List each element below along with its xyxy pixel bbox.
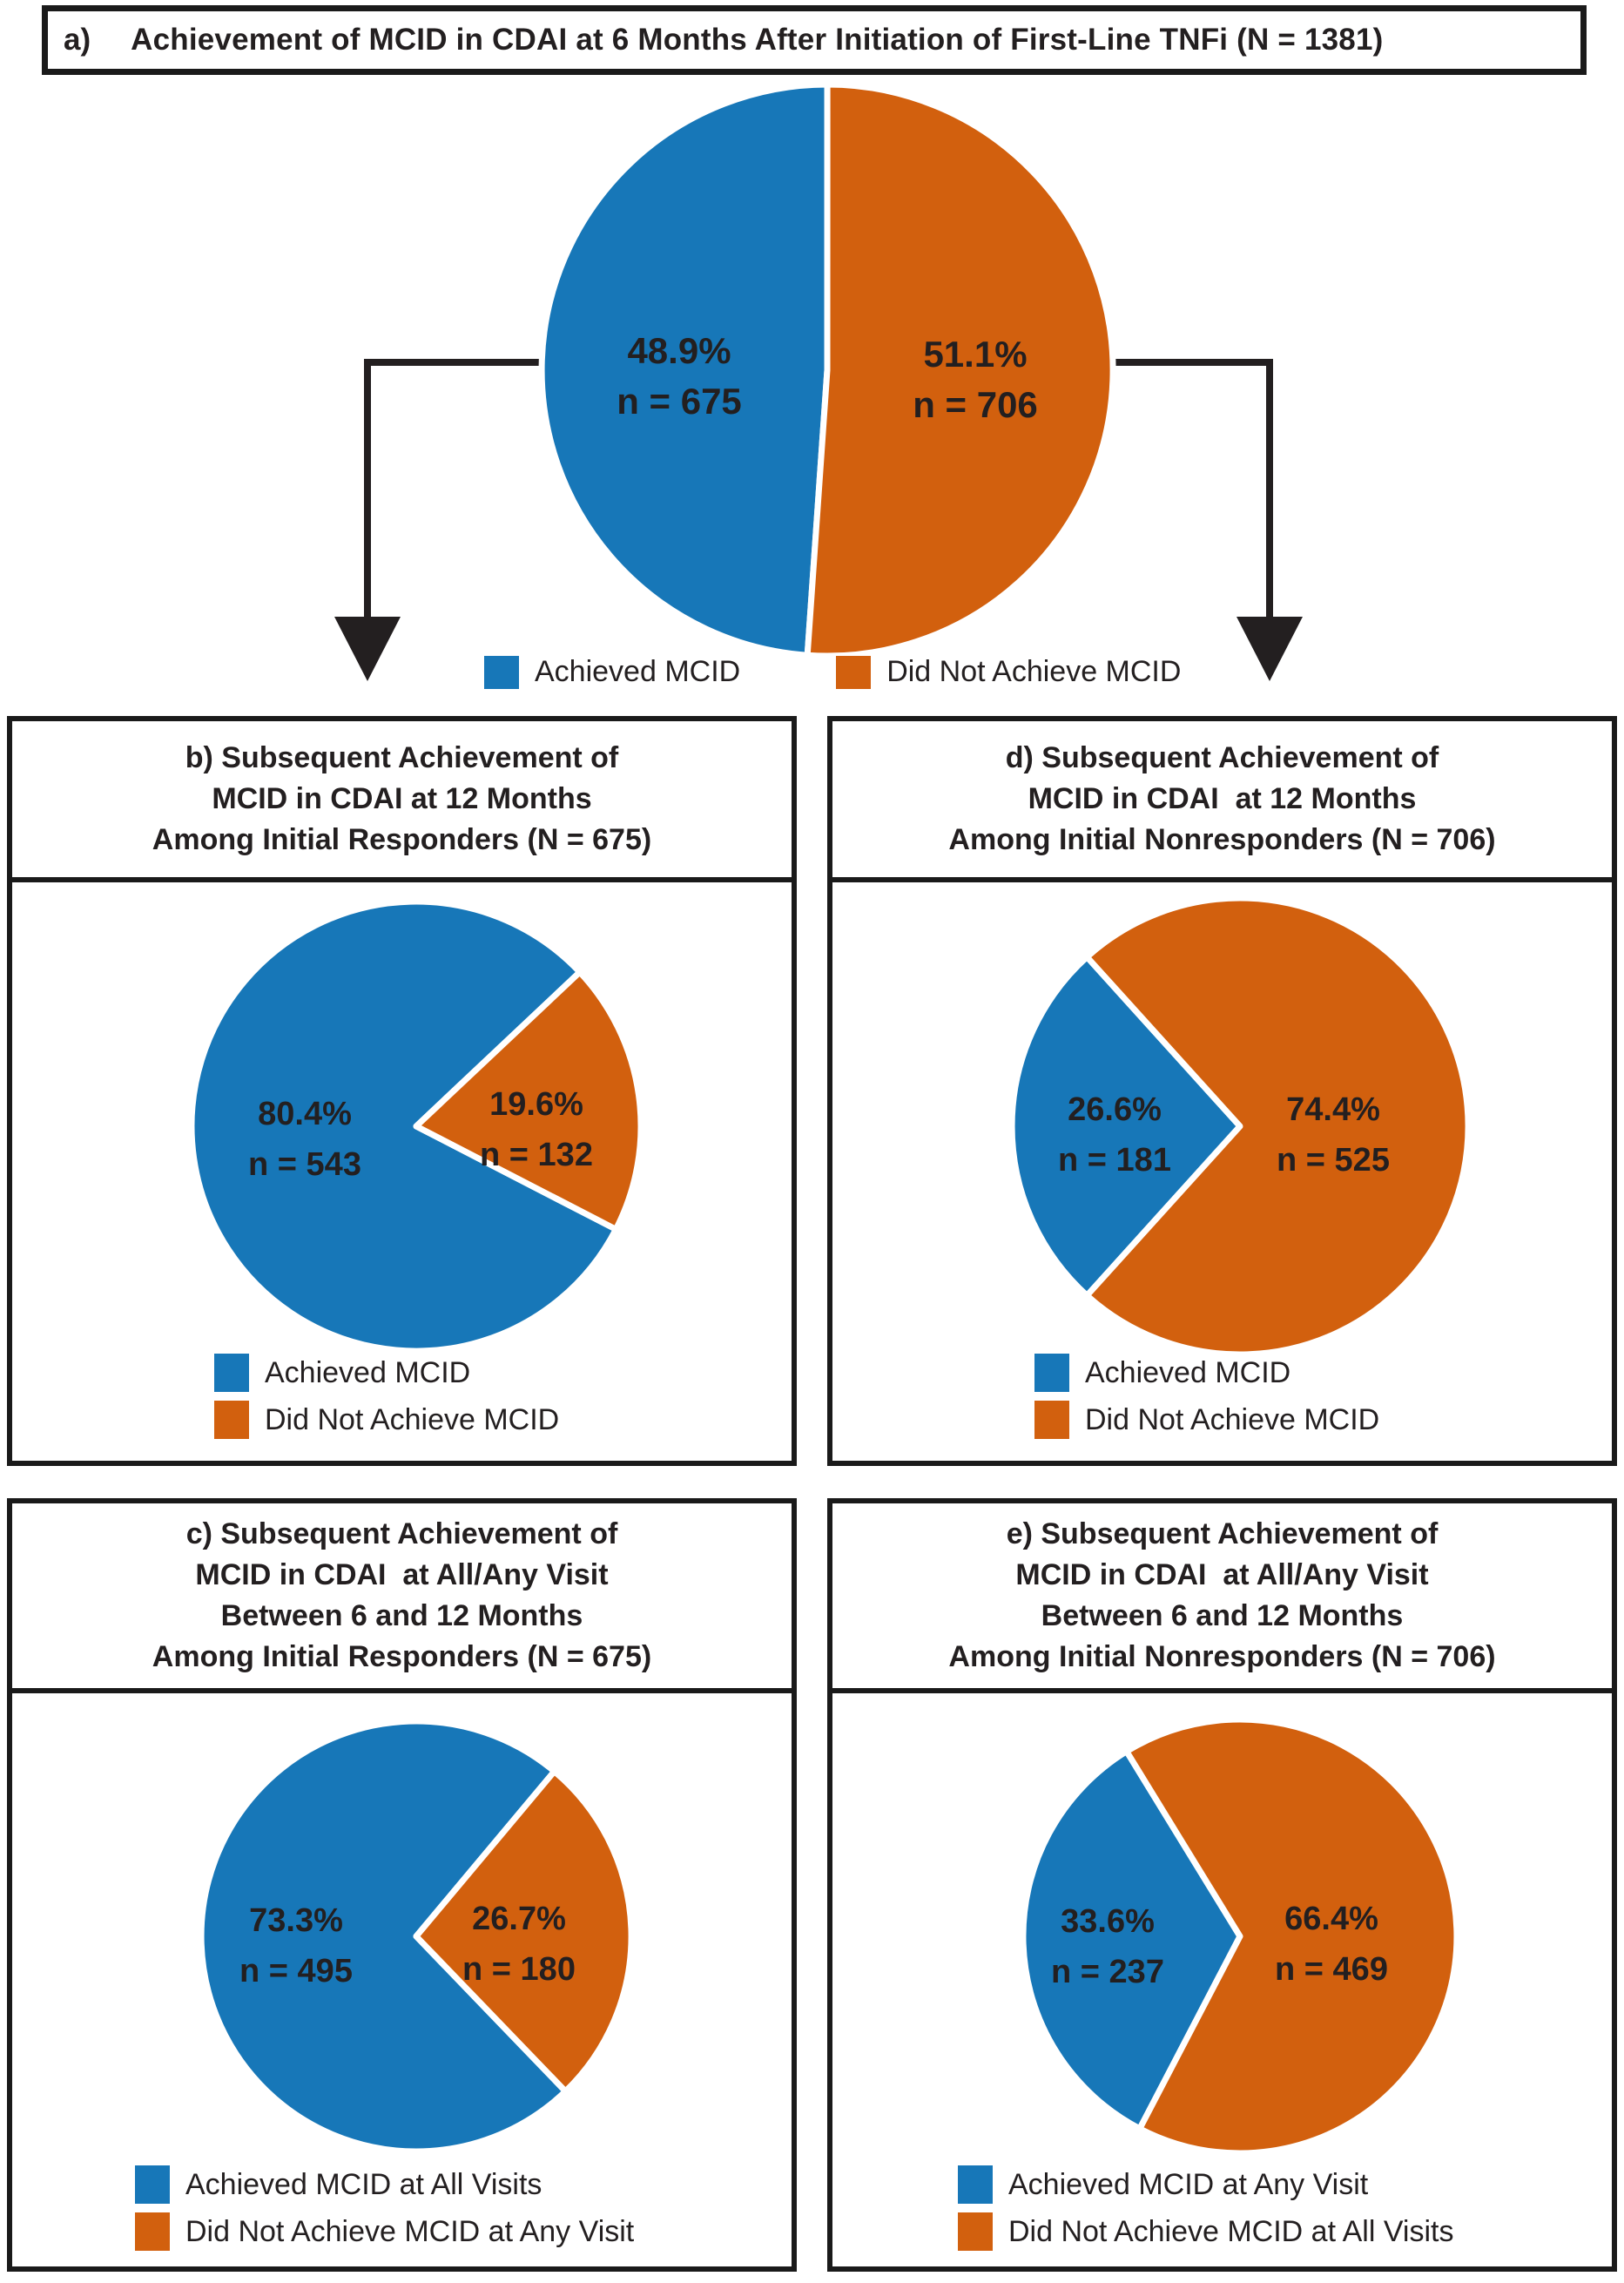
panel-e-title-line: Among Initial Nonresponders (N = 706) — [948, 1639, 1496, 1673]
panel-c-title-line: MCID in CDAI at All/Any Visit — [195, 1558, 609, 1592]
legend-c-item — [135, 2212, 634, 2251]
legend-c — [135, 2165, 634, 2251]
legend-b-label: Did Not Achieve MCID — [265, 1402, 560, 1436]
legend-d-label: Achieved MCID — [1085, 1355, 1291, 1389]
legend-b — [214, 1354, 559, 1439]
legend-swatch-achieved-icon — [135, 2165, 170, 2204]
panel-c — [7, 1498, 797, 2272]
pie-b-slice-1-percent-label: 19.6% — [489, 1086, 583, 1124]
panel-b-title-line: Among Initial Responders (N = 675) — [152, 822, 652, 856]
panel-a-title: Achievement of MCID in CDAI at 6 Months After Initiation of First-Line TNFi (N = 1381) — [131, 23, 1384, 57]
legend-a-item — [484, 655, 740, 689]
pie-a — [542, 84, 1113, 656]
pie-d-slice-0-percent-label: 26.6% — [1068, 1091, 1162, 1129]
legend-e-label: Achieved MCID at Any Visit — [1008, 2167, 1369, 2201]
panel-d-title-line: MCID in CDAI at 12 Months — [1028, 782, 1417, 816]
panel-c-title-line: c) Subsequent Achievement of — [185, 1517, 618, 1551]
legend-b-item — [214, 1354, 470, 1392]
pie-a-slice-1-percent-label: 51.1% — [923, 334, 1028, 375]
pie-c-slice-0-n-label: n = 495 — [239, 1953, 353, 1990]
legend-e-label: Did Not Achieve MCID at All Visits — [1008, 2214, 1454, 2248]
panel-a-title-box — [42, 5, 1587, 75]
legend-d-label: Did Not Achieve MCID — [1085, 1402, 1380, 1436]
pie-a-slice-1-n-label: n = 706 — [913, 384, 1038, 426]
legend-a-item — [836, 655, 1181, 689]
pie-d-slice-0-n-label: n = 181 — [1058, 1142, 1171, 1179]
pie-c-slice-0-percent-label: 73.3% — [249, 1902, 343, 1940]
flow-arrow-left-line — [367, 362, 542, 620]
legend-b-label: Achieved MCID — [265, 1355, 471, 1389]
legend-d — [1034, 1354, 1379, 1439]
legend-swatch-achieved-icon — [484, 656, 519, 689]
panel-e-title-line: e) Subsequent Achievement of — [1006, 1517, 1439, 1551]
panel-d-title-line: d) Subsequent Achievement of — [1005, 741, 1439, 775]
pie-b-slice-1-n-label: n = 132 — [480, 1137, 593, 1174]
legend-swatch-not-achieved-icon — [214, 1401, 249, 1439]
panel-b-title-line: b) Subsequent Achievement of — [185, 741, 619, 775]
pie-e-slice-1-percent-label: 66.4% — [1284, 1901, 1378, 1938]
legend-e — [958, 2165, 1453, 2251]
panel-d-header — [832, 721, 1612, 882]
pie-e-slice-1-n-label: n = 469 — [1275, 1951, 1388, 1989]
legend-d-item — [1034, 1401, 1379, 1439]
legend-a-label: Achieved MCID — [535, 655, 741, 688]
legend-swatch-not-achieved-icon — [958, 2212, 993, 2251]
panel-c-header — [12, 1503, 792, 1693]
legend-a-label: Did Not Achieve MCID — [886, 655, 1182, 688]
pie-b-slice-0-n-label: n = 543 — [248, 1146, 361, 1184]
panel-e-title-line: MCID in CDAI at All/Any Visit — [1015, 1558, 1429, 1592]
pie-a-slice-0-n-label: n = 675 — [617, 381, 742, 422]
legend-b-item — [214, 1401, 559, 1439]
panel-b-header — [12, 721, 792, 882]
legend-d-item — [1034, 1354, 1290, 1392]
legend-e-item — [958, 2212, 1453, 2251]
legend-c-item — [135, 2165, 542, 2204]
panel-e-title-line: Between 6 and 12 Months — [1041, 1599, 1404, 1632]
pie-d-slice-1-n-label: n = 525 — [1277, 1142, 1390, 1179]
panel-b-title-line: MCID in CDAI at 12 Months — [212, 782, 592, 816]
legend-swatch-achieved-icon — [958, 2165, 993, 2204]
panel-e — [827, 1498, 1617, 2272]
panel-e-header — [832, 1503, 1612, 1693]
pie-e-slice-0-n-label: n = 237 — [1051, 1954, 1164, 1991]
legend-c-label: Did Not Achieve MCID at Any Visit — [185, 2214, 635, 2248]
panel-a-label: a) — [64, 23, 91, 57]
flow-arrow-right-head-icon — [1237, 617, 1303, 681]
panel-c-title-line: Between 6 and 12 Months — [220, 1599, 583, 1632]
pie-b-slice-0-percent-label: 80.4% — [258, 1096, 352, 1133]
legend-c-label: Achieved MCID at All Visits — [185, 2167, 542, 2201]
legend-swatch-not-achieved-icon — [1034, 1401, 1069, 1439]
legend-swatch-achieved-icon — [1034, 1354, 1069, 1392]
flow-arrow-left-head-icon — [334, 617, 401, 681]
panel-d-title-line: Among Initial Nonresponders (N = 706) — [948, 822, 1496, 856]
pie-c-slice-1-n-label: n = 180 — [462, 1951, 576, 1989]
flow-arrow-right-line — [1113, 362, 1270, 620]
pie-d-slice-1-percent-label: 74.4% — [1286, 1091, 1380, 1129]
legend-swatch-not-achieved-icon — [836, 656, 871, 689]
legend-swatch-not-achieved-icon — [135, 2212, 170, 2251]
pie-c-slice-1-percent-label: 26.7% — [472, 1901, 566, 1938]
panel-c-title-line: Among Initial Responders (N = 675) — [152, 1639, 652, 1673]
legend-a — [484, 655, 1181, 689]
pie-e-slice-0-percent-label: 33.6% — [1061, 1903, 1155, 1941]
legend-e-item — [958, 2165, 1368, 2204]
pie-a-slice-0-percent-label: 48.9% — [627, 330, 731, 372]
legend-swatch-achieved-icon — [214, 1354, 249, 1392]
